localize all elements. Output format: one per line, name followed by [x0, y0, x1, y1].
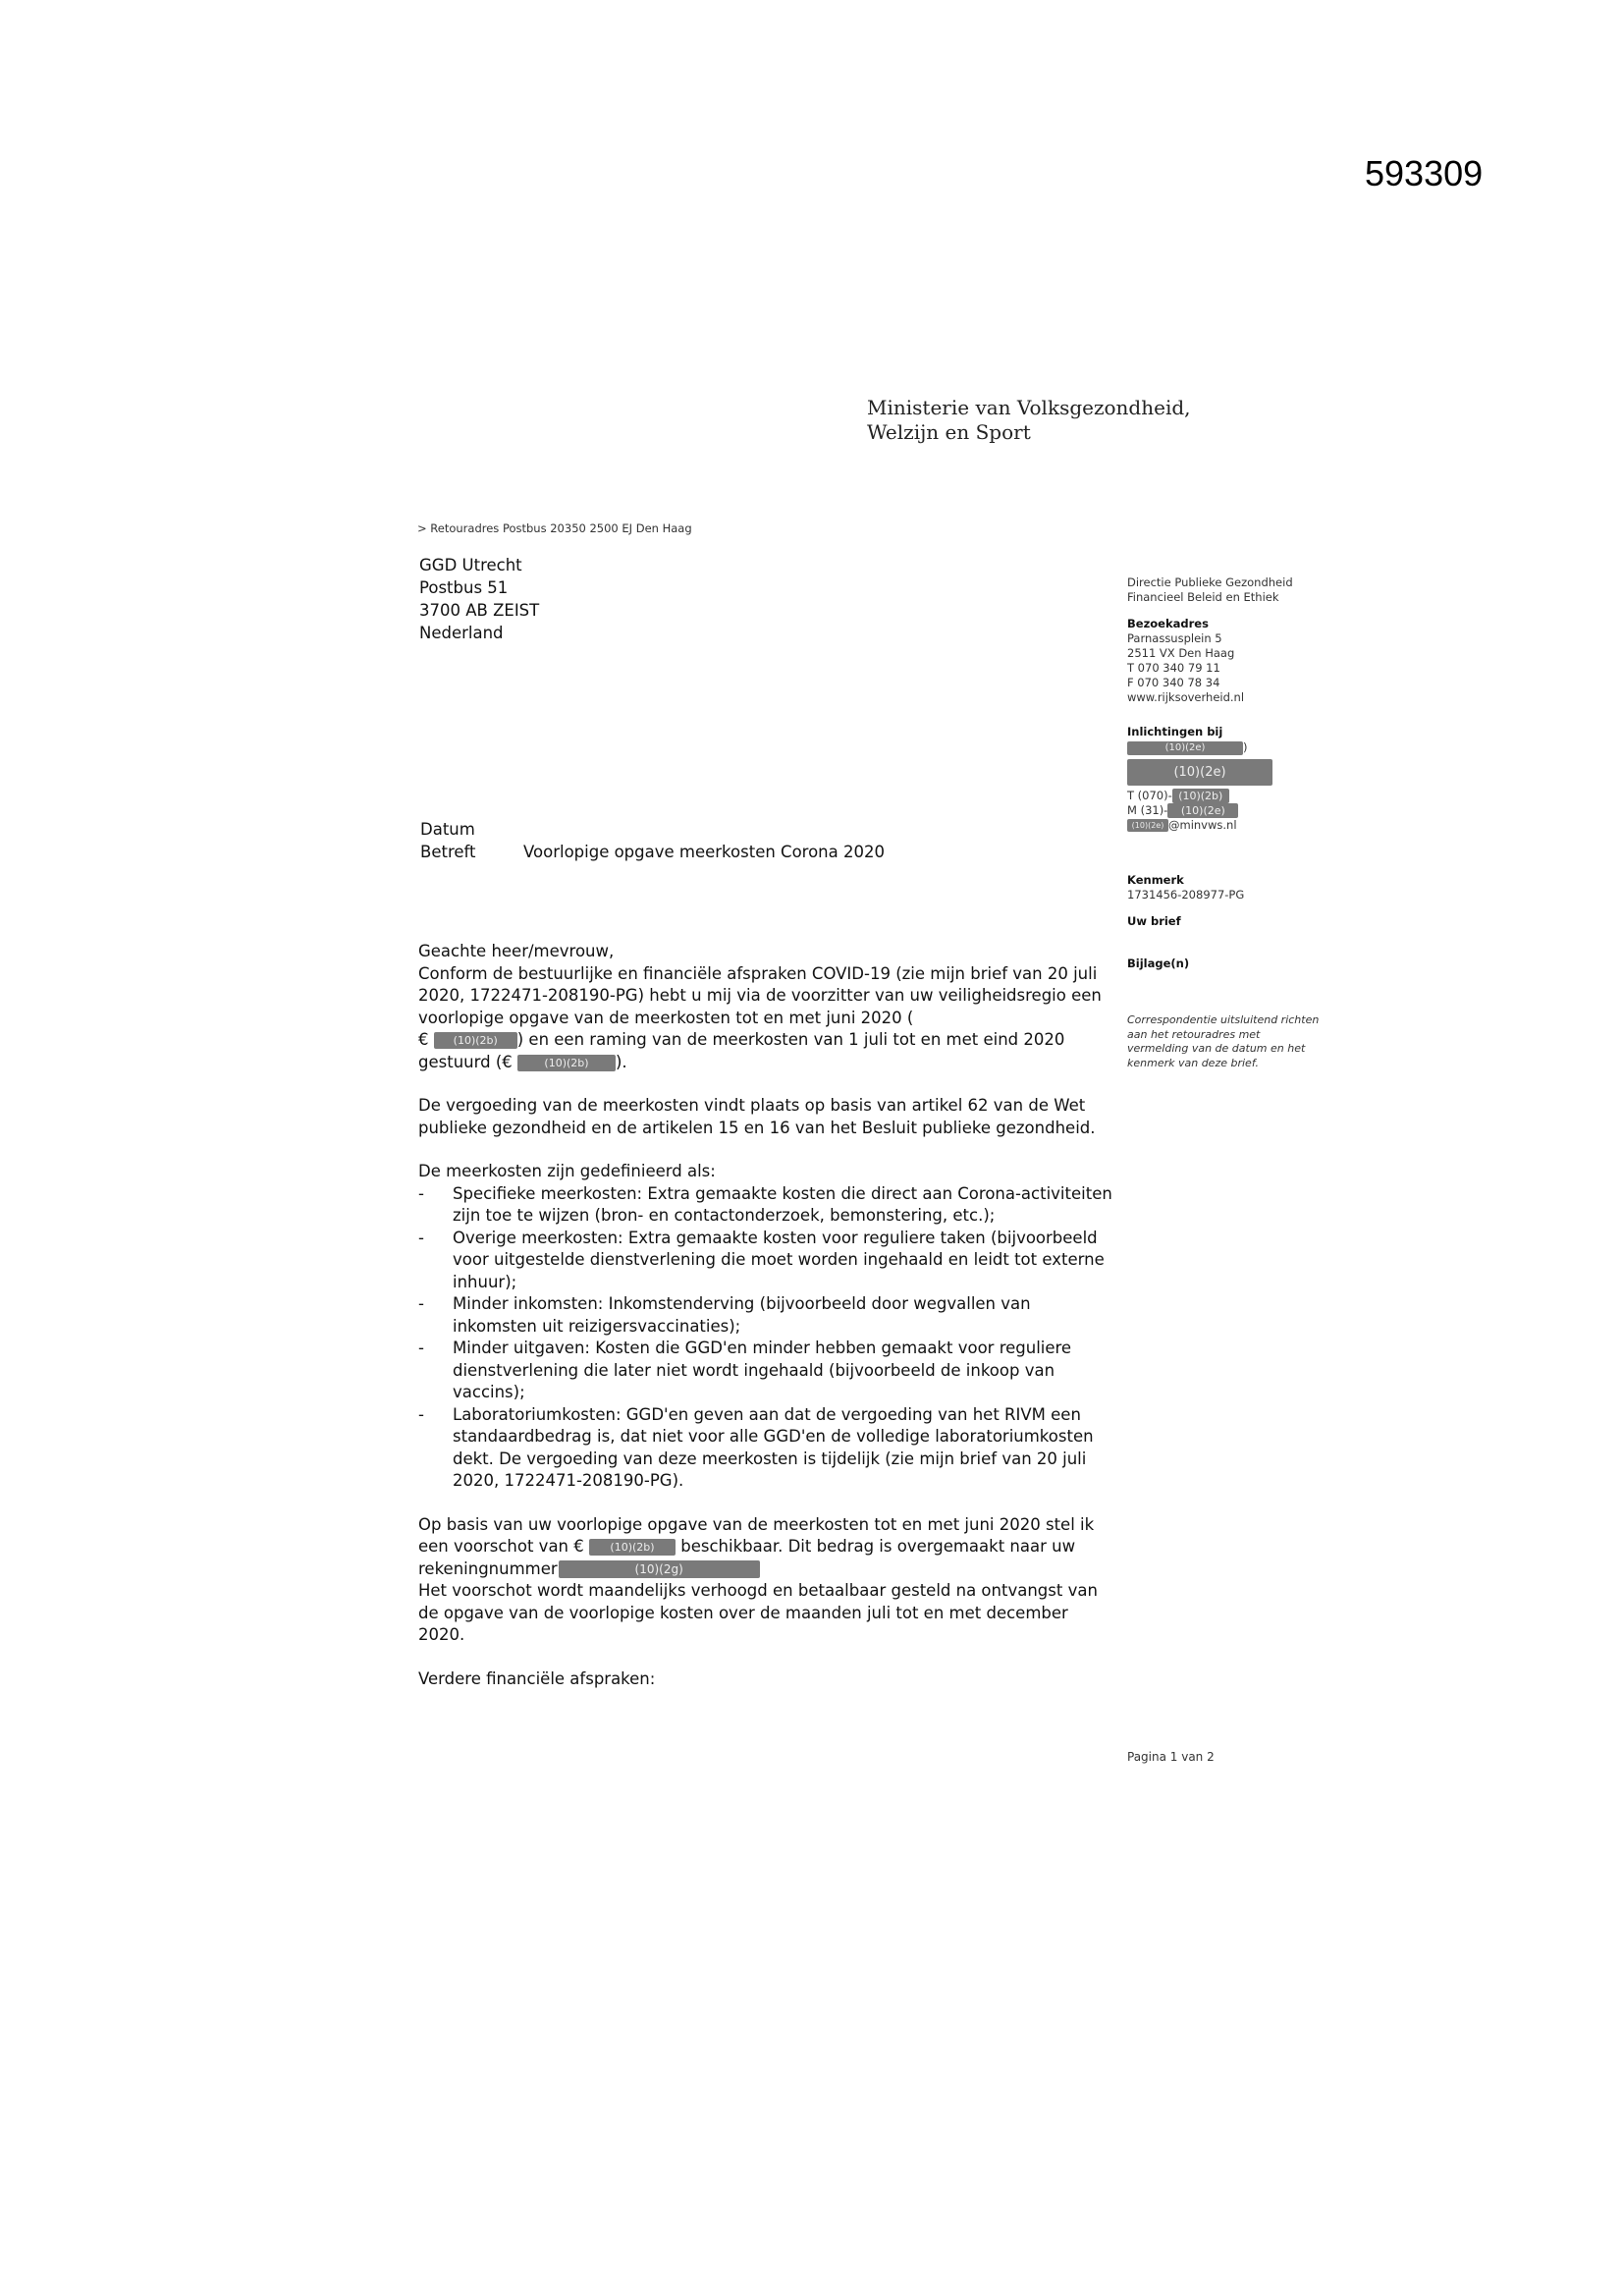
mobile-prefix: M (31)- — [1127, 803, 1168, 817]
p1-text: ) en een raming van de meerkosten van 1 juli tot en met eind 2020 gestuurd (€ — [418, 1030, 1065, 1071]
p1-euro: € — [418, 1030, 434, 1049]
p3-text: beschikbaar. Dit bedrag is overgemaakt naar uw rekeningnummer — [418, 1537, 1076, 1578]
page-number: Pagina 1 van 2 — [1127, 1750, 1215, 1764]
p3-text: Het voorschot wordt maandelijks verhoogd en betaalbaar gesteld na ontvangst van de opgave van de voorlopige kosten over de maanden juli tot en met december 2020. — [418, 1581, 1098, 1644]
p1-text: Conform de bestuurlijke en financiële afspraken COVID-19 (zie mijn brief van 20 juli 2020, 1722471-208190-PG) hebt u mij via de voorzitter van uw veiligheidsregio een voorlopige opgave van de meerkosten tot en met juni 2020 ( — [418, 963, 1102, 1027]
p1-close: ). — [616, 1052, 627, 1071]
bijlagen-label: Bijlage(n) — [1127, 957, 1190, 970]
sidebar-address-2: 2511 VX Den Haag — [1127, 646, 1235, 660]
inlichtingen-label: Inlichtingen bij — [1127, 725, 1223, 738]
list-item: - Laboratoriumkosten: GGD'en geven aan dat de vergoeding van het RIVM een standaardbedrag is, dat niet voor alle GGD'en de volledige laboratoriumkosten dekt. De vergoeding van deze meerkosten is tijdelijk (zie mijn brief van 20 juli 2020, 1722471-208190-PG). — [418, 1404, 1115, 1493]
redaction-box: (10)(2b) — [517, 1055, 616, 1071]
paragraph-4: Verdere financiële afspraken: — [418, 1668, 656, 1688]
paragraph-1 — [418, 963, 1115, 1074]
betreft-label: Betreft — [420, 843, 476, 861]
cost-definition-list — [418, 1183, 1115, 1493]
salutation: Geachte heer/mevrouw, — [418, 942, 615, 960]
uw-brief-label: Uw brief — [1127, 914, 1181, 928]
document-number: 593309 — [1365, 153, 1484, 193]
datum-label: Datum — [420, 820, 475, 839]
sidebar-visit-address — [1127, 617, 1244, 705]
redaction-box: (10)(2g) — [559, 1560, 760, 1578]
email-suffix: @minvws.nl — [1168, 818, 1237, 832]
betreft-value: Voorlopige opgave meerkosten Corona 2020 — [523, 843, 885, 861]
list-item: - Minder uitgaven: Kosten die GGD'en minder hebben gemaakt voor reguliere dienstverlening die later niet wordt ingehaald (bijvoorbeeld de inkoop van vaccins); — [418, 1338, 1115, 1404]
list-item: - Overige meerkosten: Extra gemaakte kosten voor reguliere taken (bijvoorbeeld voor uitgestelde dienstverlening die moet worden ingehaald en leidt tot externe inhuur); — [418, 1228, 1115, 1294]
phone-prefix: T (070)- — [1127, 789, 1172, 802]
bezoekadres-label: Bezoekadres — [1127, 617, 1209, 630]
recipient-line: Postbus 51 — [419, 578, 509, 597]
ministry-logo-text — [867, 396, 1191, 445]
redaction-box: (10)(2e) — [1127, 819, 1168, 832]
redaction-box: (10)(2b) — [1172, 789, 1229, 803]
recipient-line: 3700 AB ZEIST — [419, 601, 540, 620]
sidebar-reference — [1127, 873, 1244, 902]
subject-block — [420, 818, 885, 863]
redaction-box: (10)(2e) — [1127, 741, 1243, 755]
redaction-box: (10)(2b) — [434, 1032, 517, 1049]
p3-text: Op basis van uw voorlopige opgave van de meerkosten tot en met juni 2020 stel ik een voorschot van € — [418, 1514, 1095, 1556]
paragraph-3 — [418, 1514, 1115, 1647]
redaction-box: (10)(2e) — [1127, 759, 1272, 786]
ministry-line-2: Welzijn en Sport — [867, 420, 1031, 444]
sidebar-tel: T 070 340 79 11 — [1127, 661, 1220, 675]
recipient-line: Nederland — [419, 624, 504, 642]
sidebar-fax: F 070 340 78 34 — [1127, 676, 1220, 689]
sidebar-contact: Inlichtingen bij (10)(2e) ) (10)(2e) T (070)- (10)(2b) M (31)- (10)(2e) (10)(2e) @minvws.nl — [1127, 725, 1272, 833]
list-intro: De meerkosten zijn gedefinieerd als: — [418, 1162, 716, 1180]
recipient-address — [419, 554, 539, 644]
return-address: > Retouradres Postbus 20350 2500 EJ Den Haag — [417, 521, 692, 535]
redaction-box: (10)(2b) — [589, 1539, 676, 1556]
recipient-line: GGD Utrecht — [419, 556, 522, 574]
sidebar-address-1: Parnassusplein 5 — [1127, 631, 1222, 645]
sidebar-directie: Directie Publieke Gezondheid — [1127, 575, 1293, 589]
sidebar-website: www.rijksoverheid.nl — [1127, 690, 1245, 704]
correspondence-note: Correspondentie uitsluitend richten aan het retouradres met vermelding van de datum en het kenmerk van deze brief. — [1127, 1013, 1320, 1069]
sidebar-afdeling: Financieel Beleid en Ethiek — [1127, 590, 1279, 604]
list-item: - Specifieke meerkosten: Extra gemaakte kosten die direct aan Corona-activiteiten zijn toe te wijzen (bron- en contactonderzoek, bemonstering, etc.); — [418, 1183, 1115, 1228]
sidebar-department — [1127, 575, 1293, 605]
list-item: - Minder inkomsten: Inkomstenderving (bijvoorbeeld door wegvallen van inkomsten uit reizigersvaccinaties); — [418, 1293, 1115, 1338]
letter-body — [418, 941, 1115, 1712]
ministry-line-1: Ministerie van Volksgezondheid, — [867, 396, 1191, 419]
kenmerk-value: 1731456-208977-PG — [1127, 888, 1245, 902]
redaction-box: (10)(2e) — [1167, 803, 1238, 818]
paragraph-2: De vergoeding van de meerkosten vindt plaats op basis van artikel 62 van de Wet publieke gezondheid en de artikelen 15 en 16 van het Besluit publieke gezondheid. — [418, 1096, 1096, 1137]
sidebar-bijlagen — [1127, 957, 1189, 971]
sidebar-uw-brief — [1127, 914, 1181, 929]
kenmerk-label: Kenmerk — [1127, 873, 1184, 887]
